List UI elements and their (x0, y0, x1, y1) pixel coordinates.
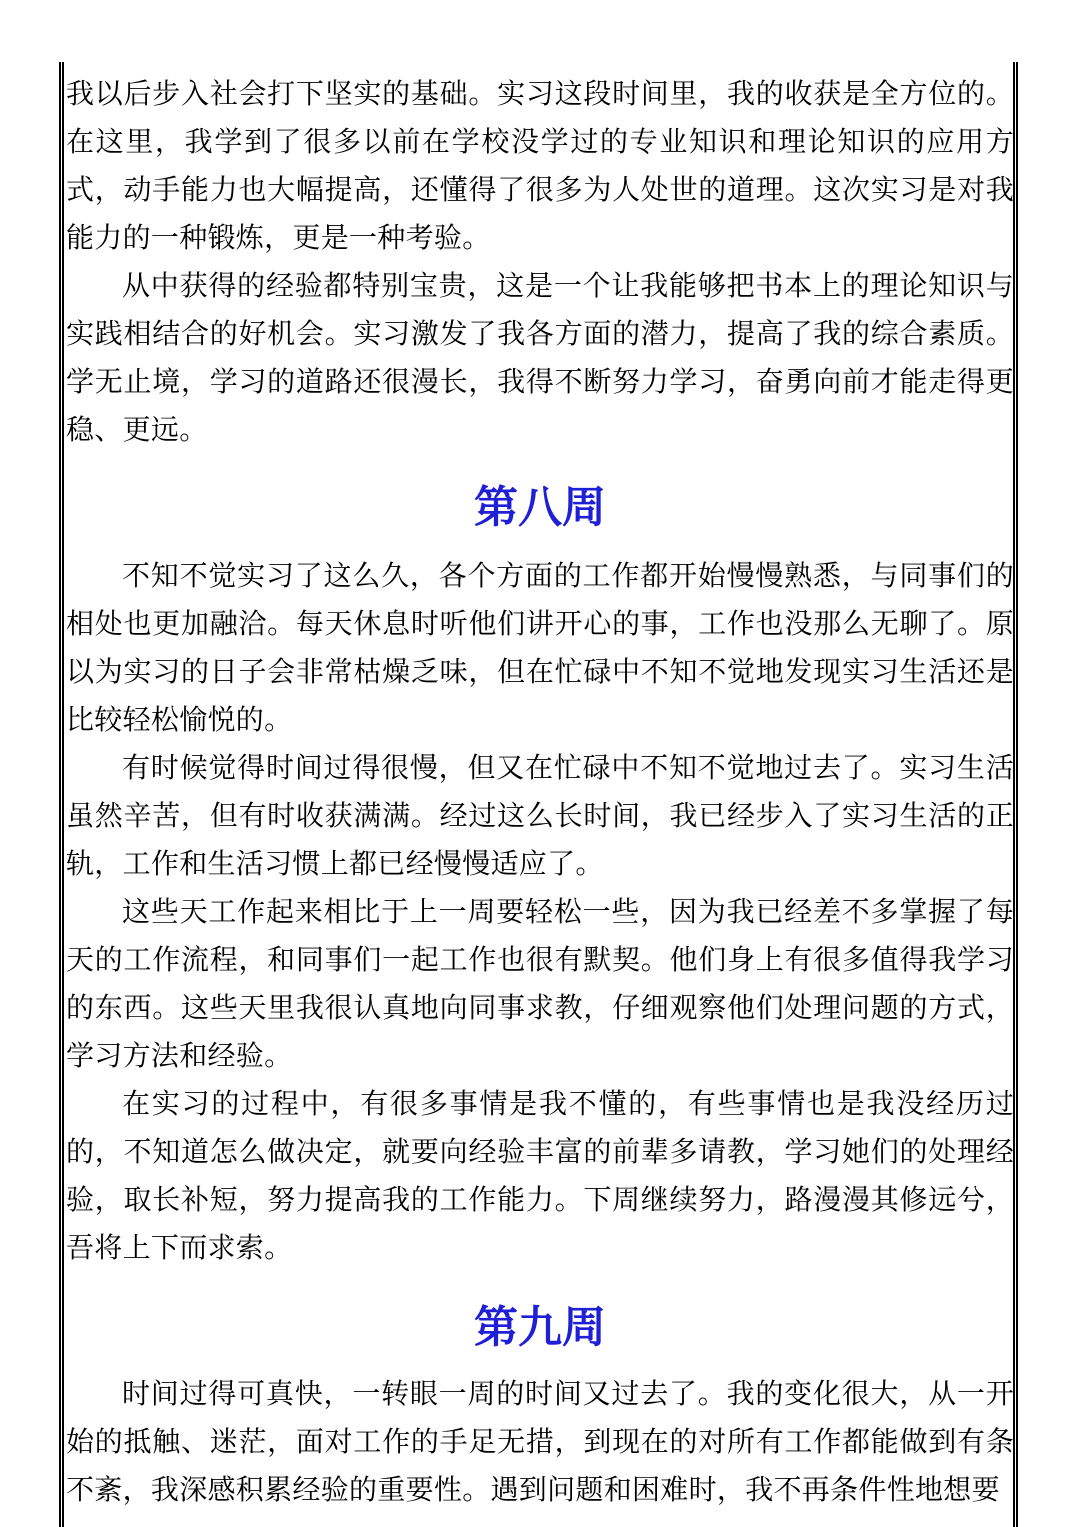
document-body (66, 70, 1014, 1514)
paragraph: 在实习的过程中，有很多事情是我不懂的，有些事情也是我没经历过的，不知道怎么做决定，就要向经验丰富的前辈多请教，学习她们的处理经验，取长补短，努力提高我的工作能力。下周继续努力，路漫漫其修远兮，吾将上下而求索。 (66, 1087, 1014, 1264)
paragraph: 时间过得可真快，一转眼一周的时间又过去了。我的变化很大，从一开始的抵触、迷茫，面对工作的手足无措，到现在的对所有工作都能做到有条不紊，我深感积累经验的重要性。遇到问题和困难时，我不再条件性地想要 (66, 1377, 1014, 1506)
paragraph: 从中获得的经验都特别宝贵，这是一个让我能够把书本上的理论知识与实践相结合的好机会。实习激发了我各方面的潜力，提高了我的综合素质。学无止境，学习的道路还很漫长，我得不断努力学习，奋勇向前才能走得更稳、更远。 (66, 269, 1014, 446)
paragraph: 这些天工作起来相比于上一周要轻松一些，因为我已经差不多掌握了每天的工作流程，和同事们一起工作也很有默契。他们身上有很多值得我学习的东西。这些天里我很认真地向同事求教，仔细观察他们处理问题的方式，学习方法和经验。 (66, 895, 1014, 1072)
paragraph: 我以后步入社会打下坚实的基础。实习这段时间里，我的收获是全方位的。在这里，我学到了很多以前在学校没学过的专业知识和理论知识的应用方式，动手能力也大幅提高，还懂得了很多为人处世的道理。这次实习是对我能力的一种锻炼，更是一种考验。 (66, 77, 1014, 254)
paragraph: 有时候觉得时间过得很慢，但又在忙碌中不知不觉地过去了。实习生活虽然辛苦，但有时收获满满。经过这么长时间，我已经步入了实习生活的正轨，工作和生活习惯上都已经慢慢适应了。 (66, 751, 1014, 880)
paragraph: 不知不觉实习了这么久，各个方面的工作都开始慢慢熟悉，与同事们的相处也更加融洽。每天休息时听他们讲开心的事，工作也没那么无聊了。原以为实习的日子会非常枯燥乏味，但在忙碌中不知不觉地发现实习生活还是比较轻松愉悦的。 (66, 559, 1014, 736)
section-heading-week9: 第九周 (474, 1303, 606, 1352)
page-border-left (59, 62, 64, 1527)
section-heading-week8: 第八周 (474, 483, 606, 532)
